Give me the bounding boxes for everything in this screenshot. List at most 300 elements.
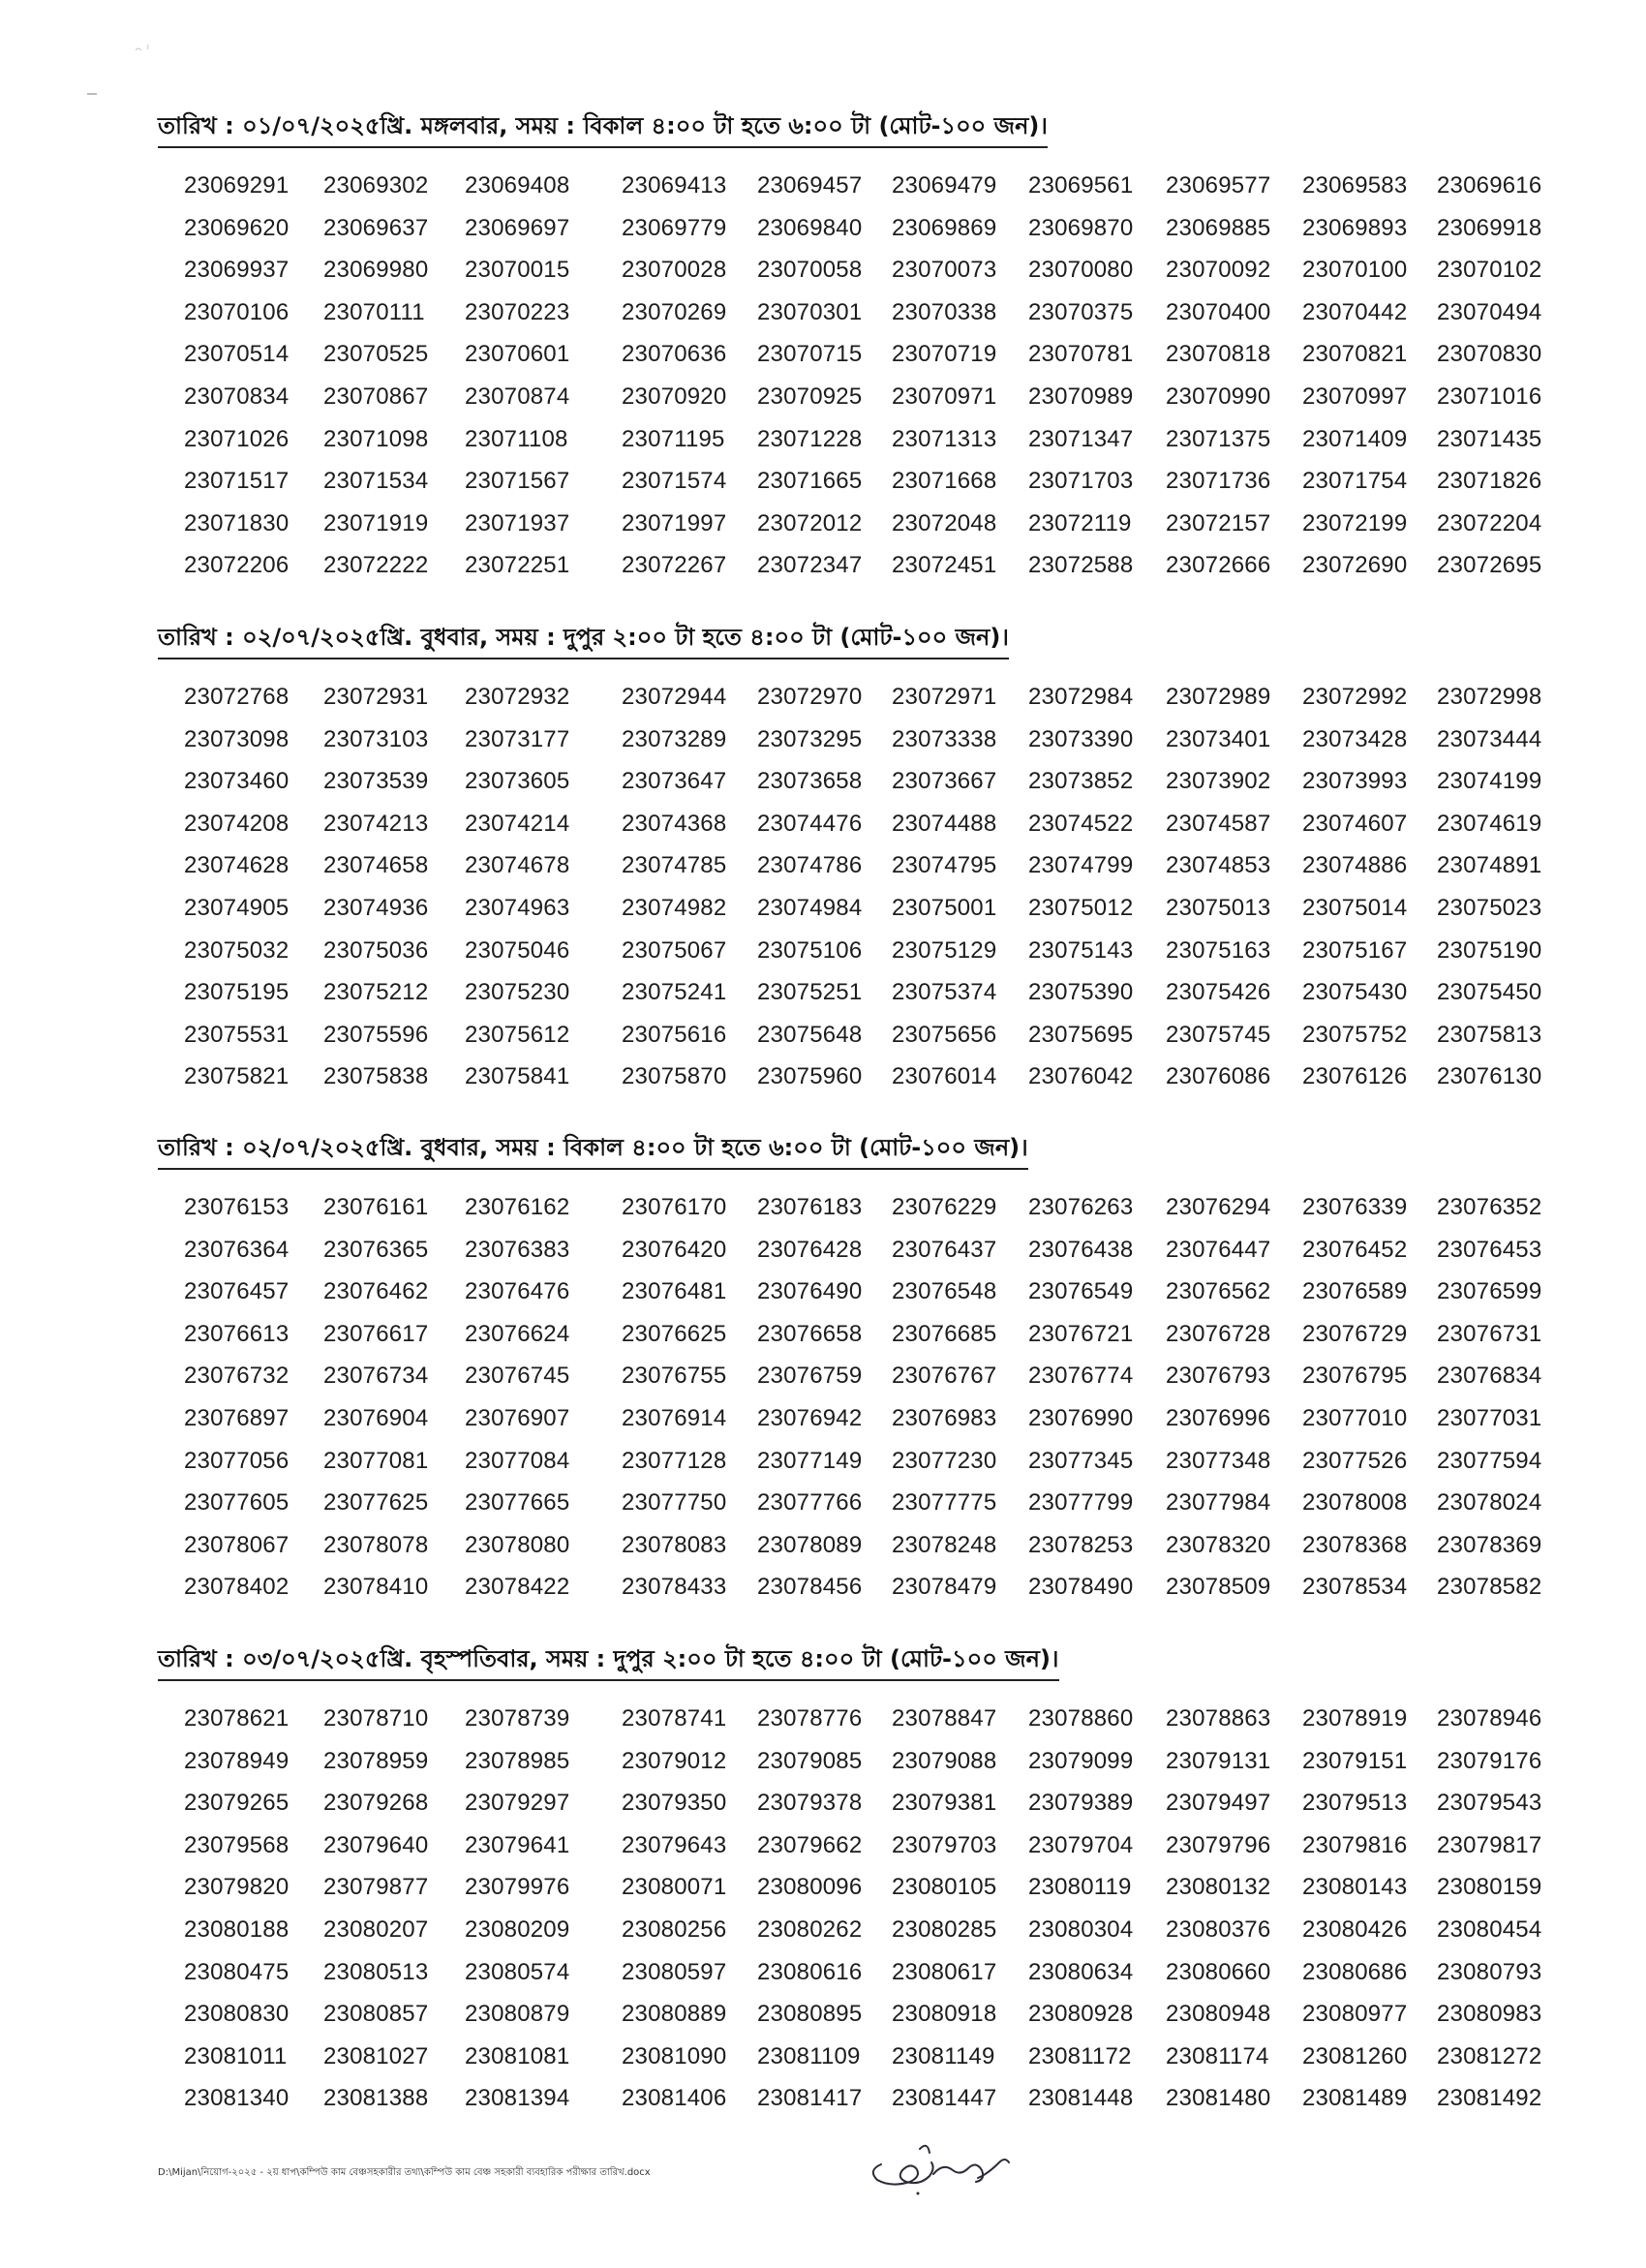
roll-row (0, 1782, 1646, 1824)
roll-number: 23074522 (1028, 810, 1134, 837)
roll-number: 23076734 (323, 1363, 429, 1390)
roll-number: 23080857 (323, 2001, 429, 2028)
roll-number: 23069616 (1437, 172, 1542, 199)
roll-number: 23079643 (622, 1831, 727, 1858)
roll-number: 23071567 (465, 468, 570, 495)
roll-number: 23070834 (184, 383, 290, 410)
roll-number: 23074786 (757, 852, 863, 879)
roll-number: 23078741 (622, 1705, 727, 1732)
roll-number: 23070867 (323, 383, 429, 410)
roll-number: 23076745 (465, 1363, 570, 1390)
roll-number: 23076624 (465, 1320, 570, 1347)
roll-number: 23075656 (892, 1021, 997, 1048)
roll-number: 23078863 (1166, 1705, 1271, 1732)
roll-number: 23077345 (1028, 1447, 1134, 1474)
roll-number: 23071026 (184, 425, 290, 452)
roll-number: 23076339 (1302, 1194, 1408, 1220)
roll-number: 23076728 (1166, 1320, 1271, 1347)
roll-number: 23078067 (184, 1531, 290, 1558)
roll-number: 23075032 (184, 936, 290, 964)
roll-number: 23071534 (323, 468, 429, 495)
roll-number: 23080262 (757, 1916, 863, 1943)
roll-number: 23073295 (757, 725, 863, 752)
roll-number: 23070830 (1437, 341, 1542, 368)
roll-row (0, 1824, 1646, 1867)
roll-number: 23077128 (622, 1447, 727, 1474)
roll-number: 23072989 (1166, 684, 1271, 710)
roll-row (0, 1397, 1646, 1440)
roll-number: 23073647 (622, 768, 727, 795)
roll-number: 23076170 (622, 1194, 727, 1220)
roll-number: 23073902 (1166, 768, 1271, 795)
roll-number: 23076437 (892, 1236, 997, 1263)
roll-number: 23075374 (892, 979, 997, 1006)
roll-number: 23072970 (757, 684, 863, 710)
roll-number: 23079151 (1302, 1747, 1408, 1774)
roll-number: 23076658 (757, 1320, 863, 1347)
roll-number: 23075190 (1437, 936, 1542, 964)
roll-number: 23075023 (1437, 895, 1542, 921)
roll-number: 23072931 (323, 684, 429, 710)
roll-number: 23071195 (622, 425, 725, 452)
roll-number: 23079976 (465, 1874, 570, 1901)
roll-number: 23080159 (1437, 1874, 1542, 1901)
roll-number: 23080105 (892, 1874, 997, 1901)
roll-number: 23080616 (757, 1958, 863, 1985)
roll-number: 23077799 (1028, 1489, 1134, 1517)
roll-number: 23070925 (757, 383, 863, 410)
roll-number: 23076793 (1166, 1363, 1271, 1390)
roll-number: 23075870 (622, 1063, 727, 1090)
roll-number: 23073658 (757, 768, 863, 795)
section-heading: তারিখ : ০২/০৭/২০২৫খ্রি. বুধবার, সময় : বিকাল ৪:০০ টা হতে ৬:০০ টা (মোট-১০০ জন)। (158, 1128, 1028, 1170)
roll-number: 23073460 (184, 768, 290, 795)
roll-number: 23077010 (1302, 1405, 1408, 1431)
roll-number: 23078739 (465, 1705, 570, 1732)
roll-number: 23078946 (1437, 1705, 1542, 1732)
roll-number: 23075695 (1028, 1021, 1134, 1048)
roll-number: 23070106 (184, 298, 290, 325)
roll-number: 23077594 (1437, 1447, 1542, 1474)
roll-number: 23069637 (323, 214, 429, 241)
roll-number: 23081480 (1166, 2085, 1271, 2112)
roll-number: 23076613 (184, 1320, 290, 1347)
roll-number: 23080574 (465, 1958, 570, 1985)
roll-number: 23076229 (892, 1194, 997, 1220)
roll-number: 23071435 (1437, 425, 1542, 452)
roll-number: 23076263 (1028, 1194, 1134, 1220)
roll-number: 23078582 (1437, 1574, 1542, 1601)
roll-number: 23071313 (892, 425, 997, 452)
roll-number: 23078083 (622, 1531, 727, 1558)
footer-file-path: D:\Mijan\নিয়োগ-২০২৫ - ২য় ধাপ\কম্পিউ কাম বেঞ্চসহকারীর তথ্য\কম্পিউ কাম বেঞ্চ সহকারী ব্যবহারিক পরীক্ষার তারিখ.docx (158, 2167, 651, 2178)
roll-number: 23081027 (323, 2042, 429, 2069)
roll-number: 23073667 (892, 768, 997, 795)
roll-number: 23077056 (184, 1447, 290, 1474)
roll-number: 23080660 (1166, 1958, 1271, 1985)
roll-row (0, 719, 1646, 761)
roll-number: 23076462 (323, 1278, 429, 1305)
roll-number: 23072119 (1028, 509, 1132, 536)
roll-number: 23069980 (323, 257, 429, 284)
section-heading: তারিখ : ০২/০৭/২০২৫খ্রি. বুধবার, সময় : দুপুর ২:০০ টা হতে ৪:০০ টা (মোট-১০০ জন)। (158, 618, 1009, 659)
roll-number: 23069302 (323, 172, 429, 199)
roll-row (0, 803, 1646, 845)
roll-number: 23078949 (184, 1747, 290, 1774)
roll-number: 23078490 (1028, 1574, 1134, 1601)
roll-number: 23080188 (184, 1916, 290, 1943)
roll-number: 23072695 (1437, 552, 1542, 579)
roll-row (0, 1271, 1646, 1313)
roll-number: 23070715 (757, 341, 863, 368)
roll-number: 23081447 (892, 2085, 997, 2112)
roll-number: 23072588 (1028, 552, 1134, 579)
roll-number: 23076126 (1302, 1063, 1408, 1090)
roll-number: 23076183 (757, 1194, 863, 1220)
roll-number: 23072012 (757, 509, 863, 536)
roll-number: 23069893 (1302, 214, 1408, 241)
roll-number: 23069408 (465, 172, 570, 199)
roll-number: 23076729 (1302, 1320, 1408, 1347)
roll-number: 23081174 (1166, 2042, 1269, 2069)
roll-number: 23075251 (757, 979, 863, 1006)
roll-number: 23077348 (1166, 1447, 1271, 1474)
roll-number: 23075014 (1302, 895, 1408, 921)
roll-number: 23075036 (323, 936, 429, 964)
roll-number: 23077081 (323, 1447, 429, 1474)
roll-number: 23079877 (323, 1874, 429, 1901)
roll-number: 23076774 (1028, 1363, 1134, 1390)
roll-row (0, 1313, 1646, 1356)
roll-number: 23076599 (1437, 1278, 1542, 1305)
roll-number: 23079389 (1028, 1790, 1134, 1817)
roll-number: 23080207 (323, 1916, 429, 1943)
roll-number: 23076732 (184, 1363, 290, 1390)
roll-number: 23072204 (1437, 509, 1542, 536)
roll-number: 23076907 (465, 1405, 570, 1431)
roll-number: 23073401 (1166, 725, 1271, 752)
roll-number: 23070015 (465, 257, 570, 284)
roll-row (0, 291, 1646, 334)
roll-number: 23075596 (323, 1021, 429, 1048)
roll-number: 23076365 (323, 1236, 429, 1263)
roll-number: 23069779 (622, 214, 727, 241)
roll-number: 23075013 (1166, 895, 1271, 921)
roll-number: 23072157 (1166, 509, 1271, 536)
roll-number: 23072768 (184, 684, 290, 710)
roll-number: 23077031 (1437, 1405, 1542, 1431)
roll-number: 23080304 (1028, 1916, 1134, 1943)
roll-number: 23074905 (184, 895, 290, 921)
roll-number: 23078456 (757, 1574, 863, 1601)
roll-number: 23081406 (622, 2085, 727, 2112)
roll-number: 23080634 (1028, 1958, 1134, 1985)
roll-number: 23074208 (184, 810, 290, 837)
roll-number: 23071703 (1028, 468, 1134, 495)
roll-number: 23080918 (892, 2001, 997, 2028)
roll-number: 23074199 (1437, 768, 1542, 795)
roll-number: 23074963 (465, 895, 570, 921)
roll-row (0, 1866, 1646, 1909)
roll-number: 23076549 (1028, 1278, 1134, 1305)
roll-row (0, 1524, 1646, 1567)
roll-row (0, 1186, 1646, 1229)
roll-number: 23080285 (892, 1916, 997, 1943)
roll-number: 23079381 (892, 1790, 997, 1817)
roll-number: 23071668 (892, 468, 997, 495)
roll-number: 23078534 (1302, 1574, 1408, 1601)
roll-number: 23081388 (323, 2085, 429, 2112)
roll-row (0, 887, 1646, 930)
roll-number: 23072944 (622, 684, 727, 710)
roll-number: 23078369 (1437, 1531, 1542, 1558)
roll-number: 23070092 (1166, 257, 1271, 284)
roll-number: 23076942 (757, 1405, 863, 1431)
roll-number: 23070997 (1302, 383, 1408, 410)
roll-number: 23071108 (465, 425, 568, 452)
roll-number: 23078410 (323, 1574, 429, 1601)
roll-number: 23076589 (1302, 1278, 1408, 1305)
roll-row (0, 1993, 1646, 2036)
roll-row (0, 2077, 1646, 2120)
roll-number: 23074658 (323, 852, 429, 879)
roll-number: 23075426 (1166, 979, 1271, 1006)
roll-number: 23075531 (184, 1021, 290, 1048)
roll-number: 23073103 (323, 725, 429, 752)
roll-number: 23074619 (1437, 810, 1542, 837)
roll-number: 23076904 (323, 1405, 429, 1431)
roll-number: 23080426 (1302, 1916, 1408, 1943)
scan-mark (134, 39, 172, 58)
roll-number: 23071826 (1437, 468, 1542, 495)
roll-number: 23069583 (1302, 172, 1408, 199)
roll-number: 23070525 (323, 341, 429, 368)
roll-number: 23070514 (184, 341, 290, 368)
roll-number: 23074984 (757, 895, 863, 921)
roll-row (0, 165, 1646, 207)
roll-number: 23070920 (622, 383, 727, 410)
roll-row (0, 760, 1646, 803)
roll-number: 23080977 (1302, 2001, 1408, 2028)
roll-row (0, 1014, 1646, 1057)
roll-number: 23074785 (622, 852, 727, 879)
roll-number: 23072048 (892, 509, 997, 536)
roll-number: 23072347 (757, 552, 863, 579)
roll-number: 23076721 (1028, 1320, 1134, 1347)
roll-number: 23070028 (622, 257, 727, 284)
roll-number: 23078919 (1302, 1705, 1408, 1732)
signature (862, 2135, 1036, 2203)
roll-number: 23074213 (323, 810, 429, 837)
roll-number: 23076086 (1166, 1063, 1271, 1090)
roll-number: 23076162 (465, 1194, 570, 1220)
roll-number: 23078008 (1302, 1489, 1408, 1517)
roll-row (0, 1229, 1646, 1272)
roll-number: 23075163 (1166, 936, 1271, 964)
roll-number: 23070821 (1302, 341, 1408, 368)
roll-number: 23076438 (1028, 1236, 1134, 1263)
roll-number: 23079568 (184, 1831, 290, 1858)
roll-number: 23070269 (622, 298, 727, 325)
roll-number: 23076914 (622, 1405, 727, 1431)
roll-number: 23081394 (465, 2085, 570, 2112)
roll-number: 23071665 (757, 468, 863, 495)
roll-number: 23071228 (757, 425, 863, 452)
roll-number: 23078402 (184, 1574, 290, 1601)
roll-number: 23078080 (465, 1531, 570, 1558)
roll-number: 23069918 (1437, 214, 1542, 241)
roll-number: 23080513 (323, 1958, 429, 1985)
roll-number: 23078776 (757, 1705, 863, 1732)
section-heading: তারিখ : ০১/০৭/২০২৫খ্রি. মঙ্গলবার, সময় : বিকাল ৪:০০ টা হতে ৬:০০ টা (মোট-১০০ জন)। (158, 107, 1048, 148)
roll-number: 23069870 (1028, 214, 1134, 241)
roll-row (0, 376, 1646, 418)
roll-number: 23074488 (892, 810, 997, 837)
roll-number: 23075212 (323, 979, 429, 1006)
roll-number: 23076490 (757, 1278, 863, 1305)
roll-number: 23079543 (1437, 1790, 1542, 1817)
roll-number: 23079268 (323, 1790, 429, 1817)
roll-number: 23071375 (1166, 425, 1271, 452)
roll-number: 23074587 (1166, 810, 1271, 837)
roll-number: 23073338 (892, 725, 997, 752)
roll-number: 23070111 (323, 298, 425, 325)
roll-number: 23069413 (622, 172, 727, 199)
roll-number: 23081090 (622, 2042, 727, 2069)
roll-number: 23079012 (622, 1747, 727, 1774)
roll-number: 23075648 (757, 1021, 863, 1048)
roll-number: 23079662 (757, 1831, 863, 1858)
roll-number: 23071937 (465, 509, 570, 536)
roll-number: 23080376 (1166, 1916, 1271, 1943)
roll-number: 23075067 (622, 936, 727, 964)
roll-number: 23079703 (892, 1831, 997, 1858)
roll-number: 23074214 (465, 810, 570, 837)
roll-number: 23075230 (465, 979, 570, 1006)
roll-row (0, 930, 1646, 972)
roll-number: 23070338 (892, 298, 997, 325)
roll-row (0, 1740, 1646, 1783)
roll-row (0, 1951, 1646, 1994)
roll-number: 23080983 (1437, 2001, 1542, 2028)
roll-number: 23080793 (1437, 1958, 1542, 1985)
roll-row (0, 333, 1646, 376)
roll-number: 23075745 (1166, 1021, 1271, 1048)
roll-number: 23080132 (1166, 1874, 1271, 1901)
roll-number: 23078621 (184, 1705, 290, 1732)
roll-number: 23080889 (622, 2001, 727, 2028)
roll-number: 23076352 (1437, 1194, 1542, 1220)
roll-number: 23078860 (1028, 1705, 1134, 1732)
roll-number: 23072451 (892, 552, 997, 579)
roll-number: 23074476 (757, 810, 863, 837)
roll-number: 23073993 (1302, 768, 1408, 795)
roll-number: 23076685 (892, 1320, 997, 1347)
roll-row (0, 676, 1646, 719)
roll-number: 23072267 (622, 552, 727, 579)
roll-row (0, 207, 1646, 250)
roll-number: 23073177 (465, 725, 570, 752)
roll-number: 23070442 (1302, 298, 1408, 325)
section-heading: তারিখ : ০৩/০৭/২০২৫খ্রি. বৃহস্পতিবার, সময় : দুপুর ২:০০ টা হতে ৪:০০ টা (মোট-১০০ জন)। (158, 1640, 1059, 1681)
roll-number: 23078479 (892, 1574, 997, 1601)
roll-number: 23076457 (184, 1278, 290, 1305)
roll-number: 23080830 (184, 2001, 290, 2028)
roll-number: 23078710 (323, 1705, 429, 1732)
roll-number: 23075167 (1302, 936, 1408, 964)
roll-number: 23070818 (1166, 341, 1271, 368)
roll-number: 23079176 (1437, 1747, 1542, 1774)
roll-number: 23070719 (892, 341, 997, 368)
roll-number: 23072971 (892, 684, 997, 710)
roll-number: 23070073 (892, 257, 997, 284)
roll-number: 23076795 (1302, 1363, 1408, 1390)
roll-number: 23075838 (323, 1063, 429, 1090)
roll-number: 23078248 (892, 1531, 997, 1558)
scan-dash (87, 93, 97, 95)
roll-number: 23075616 (622, 1021, 727, 1048)
roll-number: 23080209 (465, 1916, 570, 1943)
roll-row (0, 844, 1646, 887)
roll-number: 23071409 (1302, 425, 1408, 452)
roll-number: 23069869 (892, 214, 997, 241)
roll-number: 23073289 (622, 725, 727, 752)
roll-number: 23070223 (465, 298, 570, 325)
roll-number: 23080071 (622, 1874, 727, 1901)
roll-number: 23077665 (465, 1489, 570, 1517)
roll-number: 23080948 (1166, 2001, 1271, 2028)
roll-number: 23070301 (757, 298, 863, 325)
roll-number: 23077766 (757, 1489, 863, 1517)
roll-number: 23070400 (1166, 298, 1271, 325)
roll-number: 23074886 (1302, 852, 1408, 879)
roll-number: 23078024 (1437, 1489, 1542, 1517)
roll-number: 23071736 (1166, 468, 1271, 495)
roll-number: 23080895 (757, 2001, 863, 2028)
roll-number: 23077984 (1166, 1489, 1271, 1517)
roll-number: 23078089 (757, 1531, 863, 1558)
roll-number: 23077625 (323, 1489, 429, 1517)
roll-number: 23081172 (1028, 2042, 1132, 2069)
roll-number: 23076383 (465, 1236, 570, 1263)
roll-number: 23070375 (1028, 298, 1134, 325)
roll-number: 23079641 (465, 1831, 570, 1858)
roll-number: 23074936 (323, 895, 429, 921)
roll-number: 23079265 (184, 1790, 290, 1817)
roll-number: 23079704 (1028, 1831, 1134, 1858)
roll-number: 23076617 (323, 1320, 429, 1347)
roll-number: 23077230 (892, 1447, 997, 1474)
roll-number: 23081109 (757, 2042, 861, 2069)
roll-number: 23078847 (892, 1705, 997, 1732)
roll-number: 23069840 (757, 214, 863, 241)
roll-number: 23078368 (1302, 1531, 1408, 1558)
roll-number: 23075001 (892, 895, 997, 921)
roll-number: 23075960 (757, 1063, 863, 1090)
roll-number: 23080475 (184, 1958, 290, 1985)
roll-number: 23077750 (622, 1489, 727, 1517)
roll-number: 23076161 (323, 1194, 429, 1220)
roll-number: 23076476 (465, 1278, 570, 1305)
roll-number: 23073605 (465, 768, 570, 795)
roll-number: 23072251 (465, 552, 570, 579)
roll-number: 23071919 (323, 509, 429, 536)
roll-number: 23081272 (1437, 2042, 1542, 2069)
roll-number: 23076767 (892, 1363, 997, 1390)
roll-number: 23075821 (184, 1063, 290, 1090)
roll-number: 23070636 (622, 341, 727, 368)
roll-number: 23079497 (1166, 1790, 1271, 1817)
